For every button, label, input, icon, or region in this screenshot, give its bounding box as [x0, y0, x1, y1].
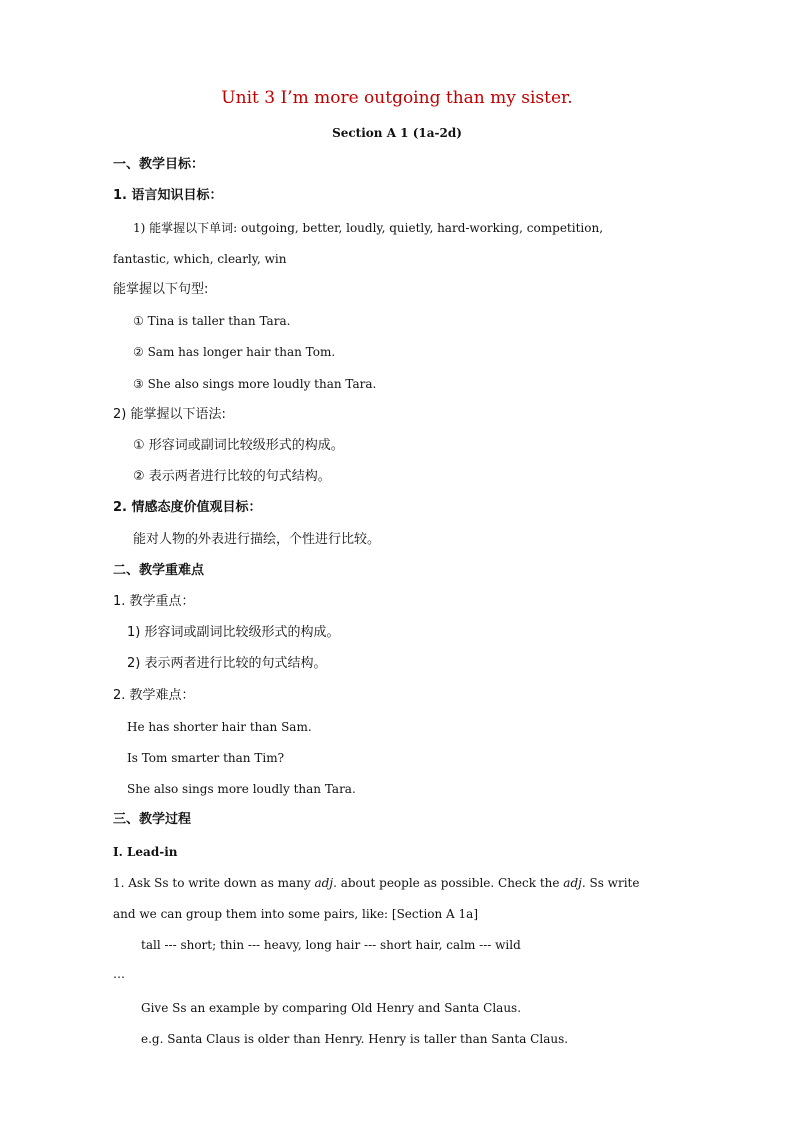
section-heading-key-points: 二、教学重难点 [113, 563, 205, 578]
step1-line-1: 1. Ask Ss to write down as many adj. about people as possible. Check the adj. Ss write [113, 876, 640, 890]
grammar-label: 2) 能掌握以下语法: [113, 407, 226, 422]
pattern-item: ① Tina is taller than Tara. [133, 314, 291, 328]
vocab-line-2: fantastic, which, clearly, win [113, 252, 287, 266]
vocab-line-1: 1) 能掌握以下单词: outgoing, better, loudly, quietly, hard-working, competition, [133, 221, 604, 235]
document-subtitle: Section A 1 (1a-2d) [332, 126, 462, 140]
lead-in-heading: Ⅰ. Lead-in [113, 845, 178, 859]
ellipsis: … [113, 967, 125, 981]
attitude-text: 能对人物的外表进行描绘，个性进行比较。 [133, 532, 381, 547]
example-intro: Give Ss an example by comparing Old Henry and Santa Claus. [141, 1001, 522, 1015]
adjective-pairs: tall --- short; thin --- heavy, long hair --- short hair, calm --- wild [141, 938, 521, 952]
difficulties-label: 2. 教学难点： [113, 688, 195, 703]
subheading-language-goals: 1. 语言知识目标： [113, 188, 223, 203]
pattern-item: ③ She also sings more loudly than Tara. [133, 377, 377, 391]
document-title: Unit 3 I’m more outgoing than my sister. [221, 88, 573, 108]
step1-line-2: and we can group them into some pairs, like: [Section A 1a] [113, 907, 479, 921]
key-point-item: 2) 表示两者进行比较的句式结构。 [127, 656, 327, 671]
subheading-attitude-goals: 2. 情感态度价值观目标： [113, 500, 262, 515]
grammar-item: ① 形容词或副词比较级形式的构成。 [133, 438, 344, 453]
section-heading-process: 三、教学过程 [113, 812, 192, 827]
section-heading-objectives: 一、教学目标： [113, 157, 205, 172]
example-sentence: e.g. Santa Claus is older than Henry. Henry is taller than Santa Claus. [141, 1032, 569, 1046]
difficulty-item: He has shorter hair than Sam. [127, 720, 312, 734]
grammar-item: ② 表示两者进行比较的句式结构。 [133, 469, 331, 484]
difficulty-item: She also sings more loudly than Tara. [127, 782, 356, 796]
patterns-label: 能掌握以下句型: [113, 282, 209, 297]
pattern-item: ② Sam has longer hair than Tom. [133, 345, 336, 359]
key-point-item: 1) 形容词或副词比较级形式的构成。 [127, 625, 340, 640]
key-points-label: 1. 教学重点： [113, 594, 195, 609]
difficulty-item: Is Tom smarter than Tim? [127, 751, 285, 765]
